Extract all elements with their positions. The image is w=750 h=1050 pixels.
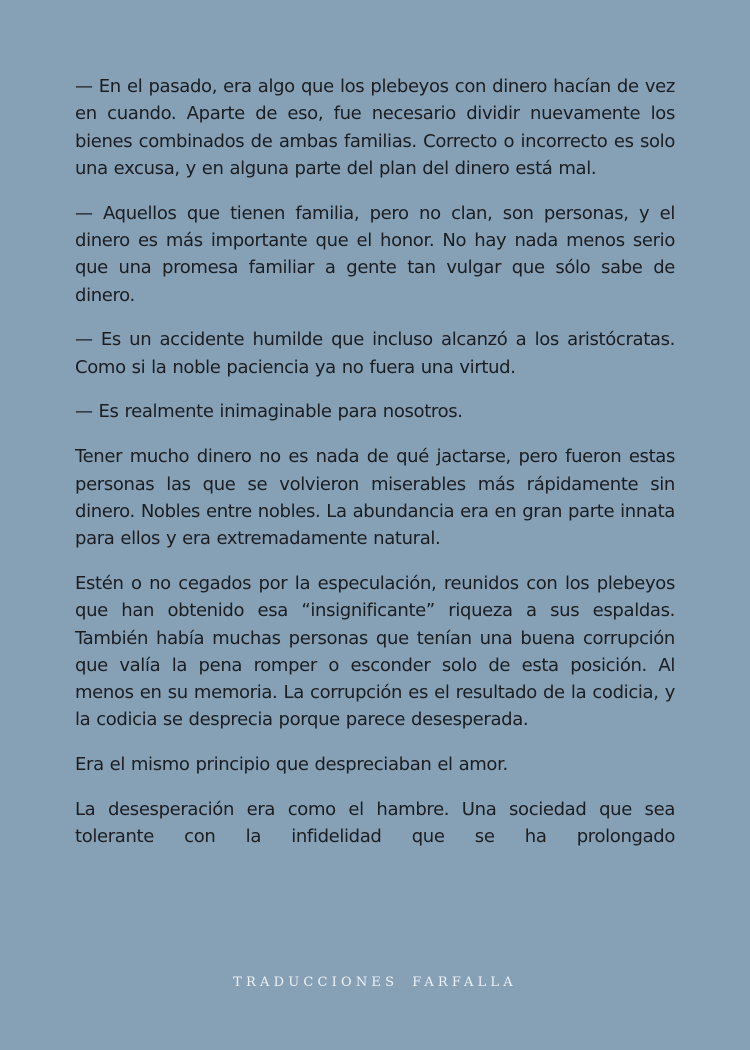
page-body <box>75 73 675 851</box>
paragraph: — En el pasado, era algo que los plebeyos con dinero hacían de vez en cuando. Aparte de eso, fue necesario dividir nuevamente los bienes combinados de ambas familias. Correcto o incorrecto es solo una excusa, y en alguna parte del plan del dinero está mal. <box>75 76 675 179</box>
paragraph: Estén o no cegados por la especulación, reunidos con los plebeyos que han obtenido esa “insignificante” riqueza a sus espaldas. También había muchas personas que tenían una buena corrupción que valía la pena romper o esconder solo de esta posición. Al menos en su memoria. La corrupción es el resultado de la codicia, y la codicia se desprecia porque parece desesperada. <box>75 572 675 731</box>
paragraph: — Es un accidente humilde que incluso alcanzó a los aristócratas. Como si la noble paciencia ya no fuera una virtud. <box>75 329 675 378</box>
paragraph: Tener mucho dinero no es nada de qué jactarse, pero fueron estas personas las que se volvieron miserables más rápidamente sin dinero. Nobles entre nobles. La abundancia era en gran parte innata para ellos y era extremadamente natural. <box>75 446 675 550</box>
paragraph: — Aquellos que tienen familia, pero no clan, son personas, y el dinero es más importante que el honor. No hay nada menos serio que una promesa familiar a gente tan vulgar que sólo sabe de dinero. <box>75 202 675 306</box>
paragraph: La desesperación era como el hambre. Una sociedad que sea tolerante con la infidelidad que se ha prolongado <box>75 799 675 848</box>
publisher-footer <box>0 975 750 990</box>
paragraph: Era el mismo principio que despreciaban el amor. <box>75 754 508 776</box>
paragraph: — Es realmente inimaginable para nosotros. <box>75 401 463 423</box>
publisher-name-part2: FARFALLA <box>412 975 517 990</box>
publisher-name-part1: TRADUCCIONES <box>233 975 399 990</box>
